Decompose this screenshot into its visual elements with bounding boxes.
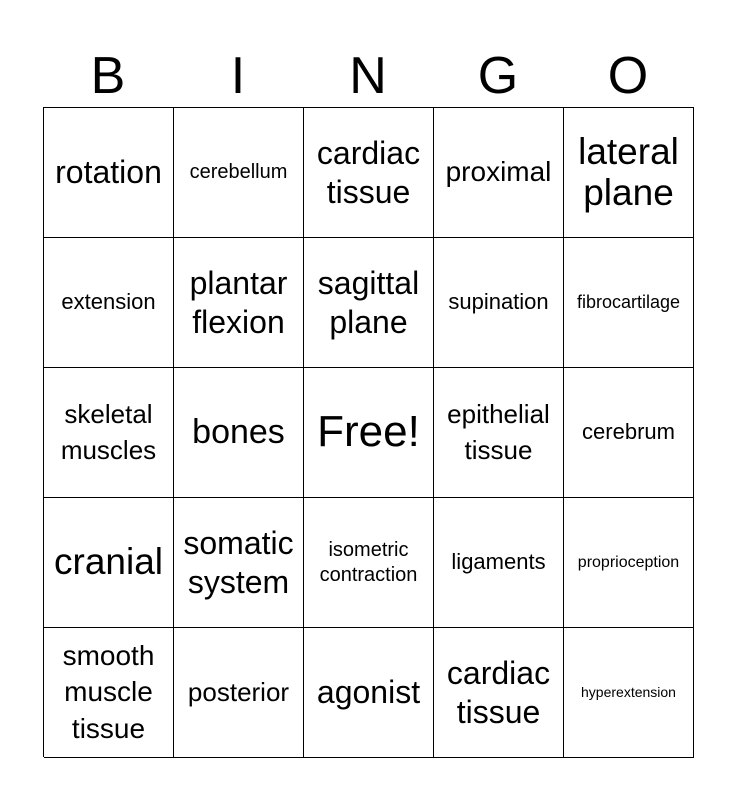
bingo-cell[interactable]: proximal [434, 108, 564, 238]
bingo-cell[interactable]: fibrocartilage [564, 238, 694, 368]
bingo-cell[interactable]: proprioception [564, 498, 694, 628]
bingo-cell[interactable]: skeletal muscles [44, 368, 174, 498]
bingo-cell[interactable]: bones [174, 368, 304, 498]
free-space-cell[interactable]: Free! [304, 368, 434, 498]
bingo-cell[interactable]: cardiac tissue [434, 628, 564, 758]
bingo-cell[interactable]: posterior [174, 628, 304, 758]
bingo-cell[interactable]: epithelial tissue [434, 368, 564, 498]
bingo-board [43, 107, 694, 757]
header-letter-g: G [477, 47, 519, 105]
header-letter-b: B [90, 47, 126, 105]
bingo-cell[interactable]: agonist [304, 628, 434, 758]
header-letter-o: O [607, 47, 649, 105]
bingo-cell[interactable]: supination [434, 238, 564, 368]
bingo-cell[interactable]: cerebellum [174, 108, 304, 238]
bingo-cell[interactable]: cranial [44, 498, 174, 628]
bingo-cell[interactable]: hyperextension [564, 628, 694, 758]
bingo-header [43, 46, 693, 106]
bingo-cell[interactable]: rotation [44, 108, 174, 238]
bingo-cell[interactable]: somatic system [174, 498, 304, 628]
header-letter-n: N [349, 47, 387, 105]
bingo-cell[interactable]: cardiac tissue [304, 108, 434, 238]
bingo-cell[interactable]: cerebrum [564, 368, 694, 498]
bingo-cell[interactable]: smooth muscle tissue [44, 628, 174, 758]
bingo-cell[interactable]: lateral plane [564, 108, 694, 238]
bingo-cell[interactable]: extension [44, 238, 174, 368]
bingo-cell[interactable]: isometric contraction [304, 498, 434, 628]
bingo-cell[interactable]: plantar flexion [174, 238, 304, 368]
bingo-cell[interactable]: ligaments [434, 498, 564, 628]
bingo-cell[interactable]: sagittal plane [304, 238, 434, 368]
header-letter-i: I [230, 47, 246, 105]
